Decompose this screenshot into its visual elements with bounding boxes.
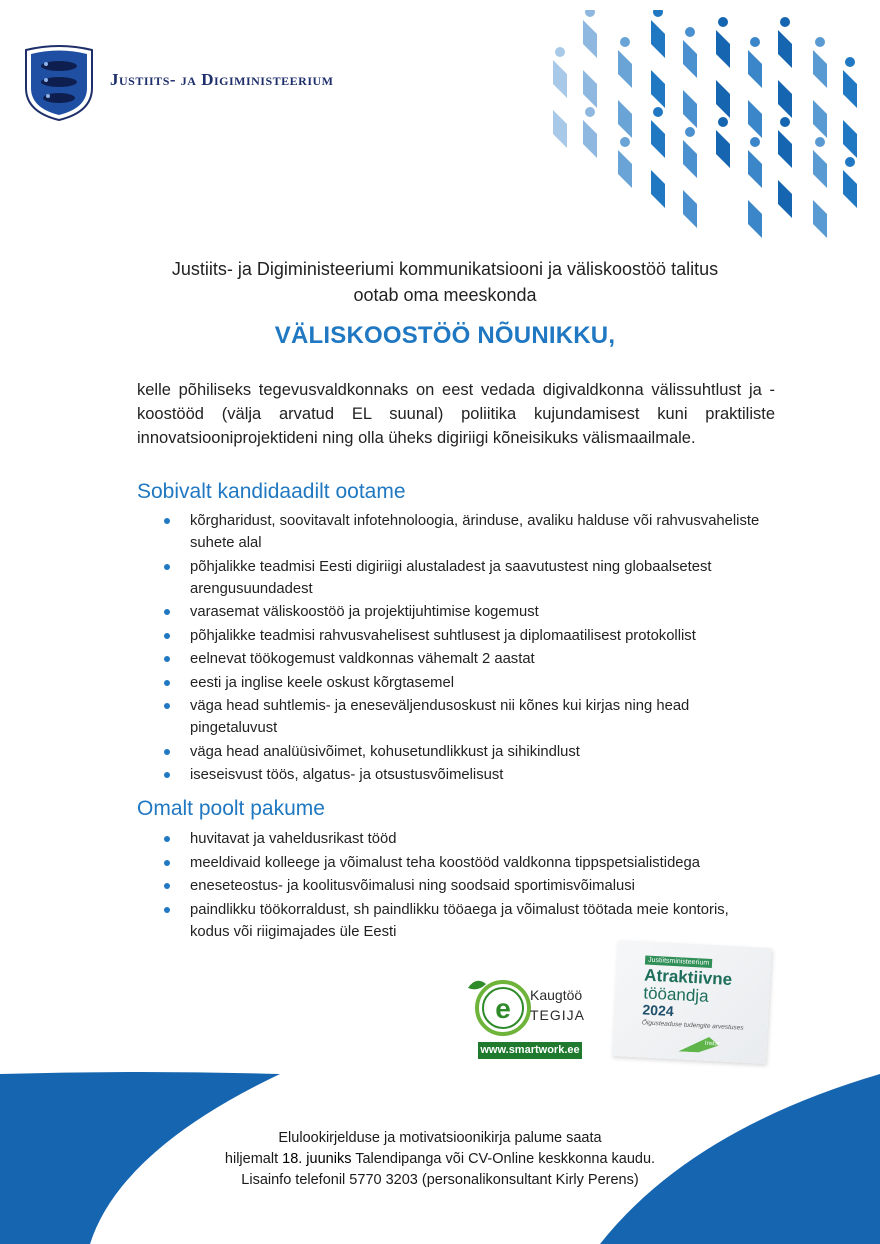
pattern-stripe [583,120,597,158]
decorative-pattern [540,10,870,240]
pattern-stripe [651,170,665,208]
pattern-stripe [748,100,762,138]
pattern-stripe [778,80,792,118]
pattern-stripe [651,70,665,108]
remote-badge-line-2: TEGIJA [530,1007,586,1023]
list-item: kõrgharidust, soovitavalt infotehnoloogia, ärinduse, avaliku halduse või rahvusvaheliste suhete alal [160,510,760,554]
pattern-stripe [716,30,730,68]
pattern-stripe [748,200,762,238]
pattern-stripe [618,50,632,88]
pattern-stripe [843,120,857,158]
attractive-employer-badge [612,940,772,1064]
attractive-badge-line-1: Atraktiivne [643,965,733,990]
attractive-badge-brand: Instar [704,1040,720,1048]
lead-paragraph: kelle põhiliseks tegevusvaldkonnaks on eest vedada digivaldkonna välissuhtlust ja -koostööd (välja arvatud EL suunal) poliitika kujundamisest kuni praktiliste innovatsiooniprojektideni ning olla üheks digiriigi kõneisikuks välismaailmale. [137,381,775,447]
pattern-stripe [683,140,697,178]
coat-of-arms-logo [22,44,96,122]
attractive-badge-subtitle: Õigusteaduse tudengite arvestuses [641,1019,744,1032]
footer-line-2: hiljemalt 18. juuniks Talendipanga või CV-Online keskkonna kaudu. [224,1151,656,1167]
pattern-stripe [618,100,632,138]
pattern-dot [780,17,790,27]
list-item: eelnevat töökogemust valdkonnas vähemalt 2 aastat [160,648,760,670]
requirements-heading: Sobivalt kandidaadilt ootame [137,480,406,503]
pattern-stripe [553,60,567,98]
pattern-dot [653,10,663,17]
pattern-dot [750,37,760,47]
list-item: väga head suhtlemis- ja eneseväljendusoskust nii kõnes kui kirjas ning head pingetaluvust [160,695,760,739]
footer-line-1: Elulookirjelduse ja motivatsioonikirja palume saata [278,1130,602,1146]
pattern-dot [845,57,855,67]
pattern-dot [555,47,565,57]
list-item: meeldivaid kolleege ja võimalust teha koostööd valdkonna tippspetsialistidega [160,852,760,874]
pattern-stripe [778,30,792,68]
pattern-dot [845,157,855,167]
attractive-badge-line-2: tööandja [642,983,710,1006]
pattern-dot [815,137,825,147]
remote-badge-url: www.smartwork.ee [478,1042,582,1059]
list-item: põhjalikke teadmisi rahvusvahelisest suhtlusest ja diplomaatilisest protokollist [160,625,760,647]
position-title: VÄLISKOOSTÖÖ NÕUNIKKU, [274,322,616,349]
offer-heading: Omalt poolt pakume [137,797,325,820]
requirements-list [160,510,760,788]
pattern-stripe [553,110,567,148]
deadline-date: 18. juuniks [282,1151,352,1167]
pattern-stripe [651,120,665,158]
footer-line-3: Lisainfo telefonil 5770 3203 (personalikonsultant Kirly Perens) [241,1172,639,1188]
pattern-stripe [778,180,792,218]
pattern-stripe [813,50,827,88]
pattern-dot [685,27,695,37]
list-item: iseseisvust töös, algatus- ja otsustusvõimelisust [160,764,760,786]
pattern-dot [653,107,663,117]
pattern-dot [750,137,760,147]
pattern-stripe [683,40,697,78]
pattern-stripe [813,100,827,138]
pattern-stripe [748,50,762,88]
list-item: paindlikku töökorraldust, sh paindlikku tööaega ja võimalust töötada meie kontoris, kodus või riigimajades üle Eesti [160,899,760,943]
pattern-stripe [683,90,697,128]
list-item: eesti ja inglise keele oskust kõrgtasemel [160,672,760,694]
list-item: huvitavat ja vaheldusrikast tööd [160,828,760,850]
list-item: põhjalikke teadmisi Eesti digiriigi alustaladest ja saavutustest ning globaalsetest arengusuundadest [160,556,760,600]
pattern-stripe [813,150,827,188]
attractive-badge-org: Justiitsministeerium [645,955,712,967]
organization-name: Justiits- ja Digiministeerium [110,70,334,89]
pattern-stripe [843,170,857,208]
svg-text:e: e [495,993,511,1024]
pattern-stripe [583,70,597,108]
pattern-stripe [748,150,762,188]
pattern-dot [815,37,825,47]
application-instructions [180,1128,700,1191]
offer-list [160,828,760,944]
list-item: väga head analüüsivõimet, kohusetundlikkust ja sihikindlust [160,741,760,763]
pattern-dot [718,117,728,127]
pattern-stripe [583,20,597,58]
pattern-dot [780,117,790,127]
pattern-stripe [716,130,730,168]
pattern-stripe [716,80,730,118]
pattern-dot [620,37,630,47]
pattern-stripe [651,20,665,58]
pattern-stripe [813,200,827,238]
list-item: eneseteostus- ja koolitusvõimalusi ning soodsaid sportimisvõimalusi [160,875,760,897]
intro-line-2: ootab oma meeskonda [353,285,537,305]
pattern-dot [718,17,728,27]
pattern-dot [620,137,630,147]
pattern-dot [585,10,595,17]
remote-badge-line-1: Kaugtöö [530,987,583,1003]
list-item: varasemat väliskoostöö ja projektijuhtimise kogemust [160,601,760,623]
pattern-stripe [683,190,697,228]
pattern-stripe [618,150,632,188]
pattern-dot [685,127,695,137]
pattern-dot [585,107,595,117]
intro-text [120,256,770,308]
pattern-stripe [778,130,792,168]
attractive-badge-year: 2024 [642,1001,675,1020]
intro-line-1: Justiits- ja Digiministeeriumi kommunikatsiooni ja väliskoostöö talitus [171,259,719,279]
pattern-stripe [843,70,857,108]
